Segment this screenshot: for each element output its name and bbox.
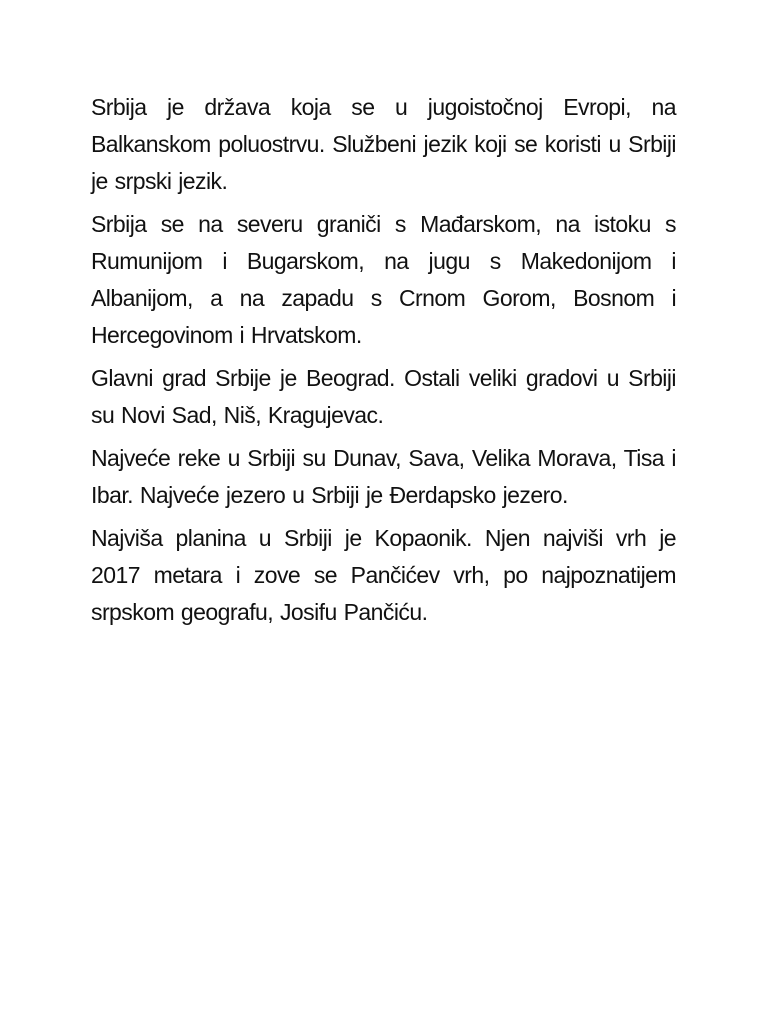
paragraph-rivers: Najveće reke u Srbiji su Dunav, Sava, Velika Morava, Tisa i Ibar. Najveće jezero u Srbiji je Đerdapsko jezero. [91,445,676,508]
paragraph-cities: Glavni grad Srbije je Beograd. Ostali veliki gradovi u Srbiji su Novi Sad, Niš, Kragujevac. [91,365,676,428]
paragraph-language: Srbija je država koja se u jugoistočnoj Evropi, na Balkanskom poluostrvu. Službeni jezik koji se koristi u Srbiji je srpski jezik. [91,94,676,194]
paragraph-borders: Srbija se na severu graniči s Mađarskom, na istoku s Rumunijom i Bugarskom, na jugu s Makedonijom i Albanijom, a na zapadu s Crnom Gorom, Bosnom i Hercegovinom i Hrvatskom. [91,211,676,348]
paragraph-mountains: Najviša planina u Srbiji je Kopaonik. Njen najviši vrh je 2017 metara i zove se Pančićev vrh, po najpoznatijem srpskom geografu, Josifu Pančiću. [91,525,676,625]
document-body [91,89,676,637]
